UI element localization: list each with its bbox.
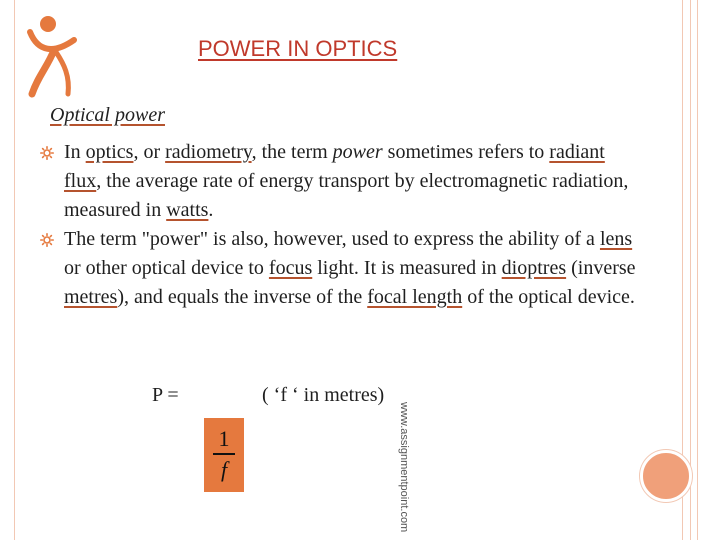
fraction-bar [213, 453, 235, 455]
body-text: or other optical device to [64, 257, 269, 279]
decorative-circle [640, 450, 692, 502]
hyperlink[interactable]: focus [268, 257, 313, 279]
sun-bullet-icon [40, 233, 54, 247]
body-text: ), and equals the inverse of the [117, 286, 368, 308]
hyperlink[interactable]: radiometry [165, 141, 252, 163]
hyperlink[interactable]: optics [85, 141, 134, 163]
section-subtitle: Optical power [50, 104, 165, 126]
hyperlink[interactable]: watts [166, 199, 209, 221]
body-text: In [64, 141, 86, 163]
body-text: of the optical device. [462, 286, 635, 308]
emphasis-text: power [332, 141, 383, 163]
formula-box [204, 418, 244, 492]
page-title: POWER IN OPTICS [198, 36, 398, 61]
hyperlink[interactable]: radiant flux [64, 141, 605, 192]
bullet-item [36, 138, 636, 225]
body-text: sometimes refers to [382, 141, 550, 163]
left-border-line [14, 0, 15, 540]
body-text: , the average rate of energy transport by electromagnetic radiation, measured in [64, 170, 629, 221]
body-text: light. It is measured in [312, 257, 502, 279]
body-text: , or [133, 141, 166, 163]
equation-note: ( ‘f ‘ in metres) [262, 384, 385, 406]
hyperlink[interactable]: metres [64, 286, 118, 308]
watermark: www.assignmentpoint.com [398, 402, 410, 533]
hyperlink[interactable]: focal length [367, 286, 463, 308]
equation-lhs: P = [152, 384, 179, 406]
body-text: . [208, 199, 214, 221]
body-text: (inverse [566, 257, 636, 279]
sun-bullet-icon [40, 146, 54, 160]
hyperlink[interactable]: dioptres [501, 257, 567, 279]
fraction-numerator: 1 [218, 426, 230, 451]
right-border-line [697, 0, 698, 540]
bullet-item [36, 225, 636, 312]
hyperlink[interactable]: lens [599, 228, 633, 250]
fraction-denominator: f [220, 457, 228, 482]
body-text: , the term [251, 141, 333, 163]
person-figure-logo-icon [24, 14, 86, 98]
fraction [213, 427, 235, 483]
body-text: The term "power" is also, however, used to express the ability of a [64, 228, 600, 250]
bullet-list [36, 138, 636, 312]
right-border-line [690, 0, 691, 540]
